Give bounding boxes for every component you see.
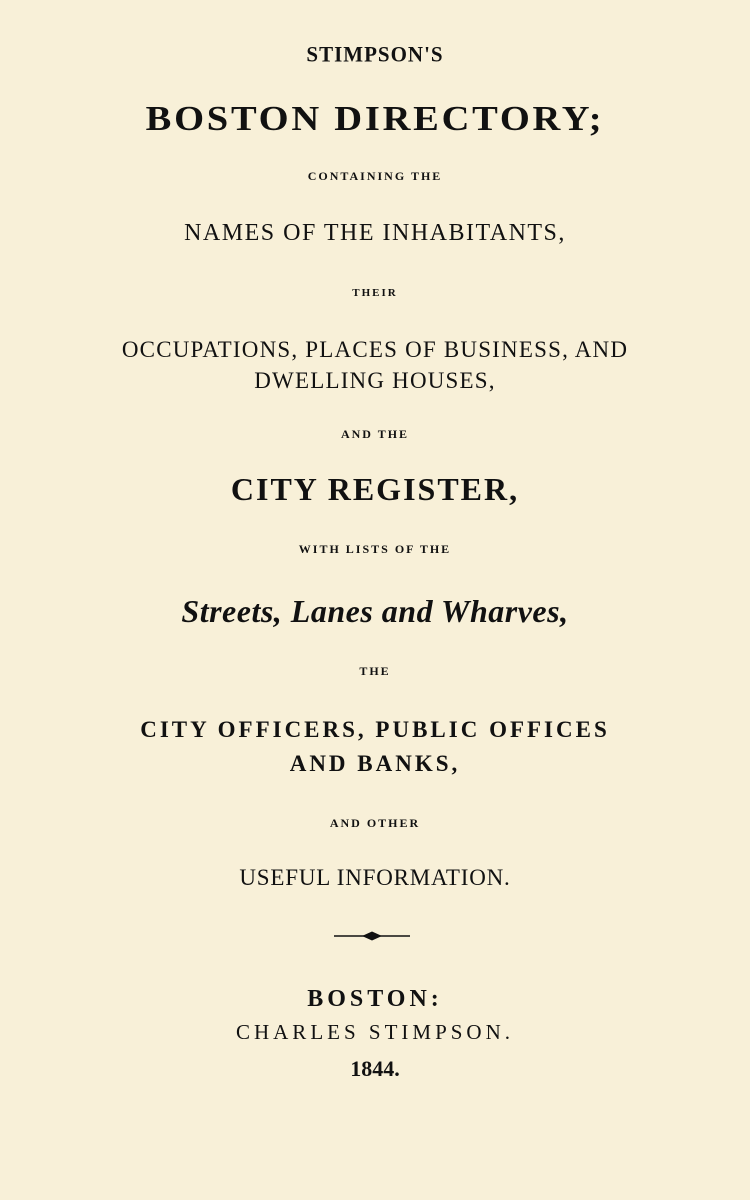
publisher-possessive-heading: STIMPSON'S bbox=[306, 41, 444, 67]
containing-the-line: CONTAINING THE bbox=[307, 169, 443, 183]
streets-lanes-wharves-line: Streets, Lanes and Wharves, bbox=[181, 593, 569, 629]
imprint-publisher: CHARLES STIMPSON. bbox=[235, 1020, 515, 1044]
useful-information-line: USEFUL INFORMATION. bbox=[239, 865, 511, 890]
imprint-year: 1844. bbox=[350, 1056, 400, 1081]
and-the-line: AND THE bbox=[340, 427, 410, 441]
ornament-rule-icon bbox=[334, 928, 410, 944]
and-banks-line: AND BANKS, bbox=[289, 751, 461, 776]
dwelling-houses-line: DWELLING HOUSES, bbox=[254, 368, 496, 393]
directory-title: BOSTON DIRECTORY; bbox=[145, 99, 605, 138]
occupations-line: OCCUPATIONS, PLACES OF BUSINESS, AND bbox=[121, 337, 629, 362]
their-line: THEIR bbox=[352, 287, 398, 299]
imprint-place: BOSTON: bbox=[307, 986, 443, 1012]
the-line: THE bbox=[359, 664, 391, 678]
and-other-line: AND OTHER bbox=[329, 816, 421, 830]
city-register-heading: CITY REGISTER, bbox=[230, 471, 520, 507]
city-officers-line: CITY OFFICERS, PUBLIC OFFICES bbox=[140, 717, 610, 742]
names-of-inhabitants-line: NAMES OF THE INHABITANTS, bbox=[184, 220, 566, 246]
with-lists-line: WITH LISTS OF THE bbox=[298, 542, 452, 556]
